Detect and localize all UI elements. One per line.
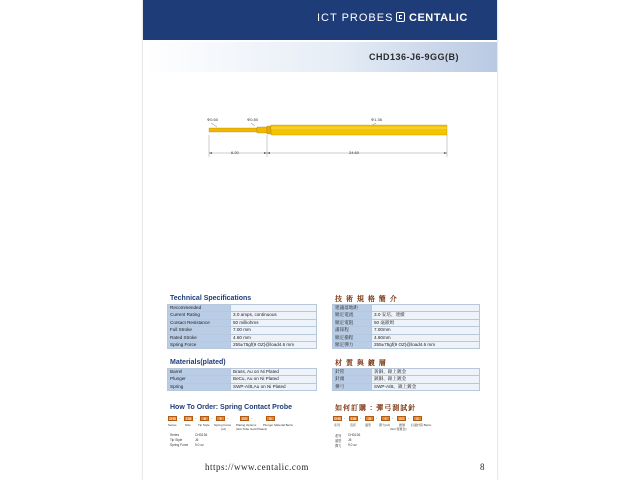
table-row	[168, 369, 317, 376]
note-key: 頭型	[335, 439, 342, 443]
header-bar	[143, 0, 497, 40]
spec-value	[372, 305, 480, 312]
table-row	[333, 383, 480, 390]
order-box-plunger: B	[413, 416, 422, 421]
table-row	[168, 342, 317, 349]
material-key: Spring	[168, 383, 231, 390]
material-key: Plunger	[168, 376, 231, 383]
tech-specs-zh-title: 技 術 規 格 簡 介	[335, 296, 398, 303]
spec-value: 255±75gf(9 OZ)@load4.6 mm	[231, 342, 317, 349]
table-row	[333, 305, 480, 312]
model-bar	[143, 42, 497, 72]
page-number: 8	[480, 462, 485, 472]
materials-zh-table	[332, 368, 480, 391]
spec-value: 3.0 安培、連續	[372, 312, 480, 319]
barrel-diameter-label: Φ1.36	[371, 117, 382, 122]
order-label: 頭型	[365, 423, 372, 427]
barrel	[271, 125, 447, 135]
table-row	[168, 327, 317, 334]
table-row	[168, 334, 317, 341]
table-row	[168, 376, 317, 383]
note-key: 彈力	[335, 444, 342, 448]
materials-zh-title: 材 質 與 鍍 層	[335, 360, 387, 367]
spec-value: 7.00mm	[372, 327, 480, 334]
spec-key: Current Rating	[168, 312, 231, 319]
spec-key: Rated Stroke	[168, 334, 231, 341]
order-label: Spring Force	[214, 423, 232, 427]
material-value: BeCu, Au on Ni Plated	[231, 376, 317, 383]
order-sublabel: (GG:管鍍金)	[390, 427, 407, 431]
spec-value	[231, 305, 317, 312]
tech-specs-table	[167, 304, 317, 349]
order-box-force: 9	[381, 416, 390, 421]
material-key: Barrel	[168, 369, 231, 376]
note-value: 9.0 oz	[195, 443, 204, 447]
tech-specs-title: Technical Specifications	[170, 295, 252, 302]
table-row	[168, 312, 317, 319]
material-value: SWP-A/B、鎳上鍍金	[372, 383, 480, 390]
order-sublabel: (GG:Tube Gold Plated)	[236, 427, 267, 431]
spec-value: 7.00 mm	[231, 327, 317, 334]
spec-value: 3.0 amps, continuous	[231, 312, 317, 319]
order-box-plunger: B	[266, 416, 275, 421]
order-box-size: 136	[185, 417, 192, 421]
order-box-force: 9	[216, 416, 225, 421]
order-label: 鍍層	[399, 423, 406, 427]
material-value: 鈹銅、鎳上鍍金	[372, 376, 480, 383]
table-row	[168, 305, 317, 312]
order-zh-title: 如何訂購 : 彈弓測試針	[335, 405, 417, 412]
note-value: CHD136	[348, 433, 361, 437]
dim-right-label: 24.60	[349, 150, 360, 155]
probe-drawing	[201, 105, 461, 167]
order-title: How To Order: Spring Contact Probe	[170, 404, 292, 411]
table-row	[333, 327, 480, 334]
note-value: CHD136	[195, 433, 208, 437]
catalog-page: ICT PROBES CENTALIC CHD136-J6-9GG(B) Φ0.60 Φ0.80 Φ1.36 6.20 24.60 Technical Specifications Recommended Current Rating 3.0 amps, continuous Contact Resistance 50 milliohms Full Stroke 7.00 mm Rated Stroke 4.60 mm Spring Force 255±75gf(9 OZ)@load4.6 mm 技 術 規 格 簡 介 建議落地距 額定電流 3.0 安培、連續 額定電阻 50 毫歐姆 滿探程 7.00mm 額定衝程 4.60mm 額定彈力 255±75gf(9 OZ)@load4.6 mm Materials(plated) Barrel Brass, Au on Ni Plated Plunger BeCu, Au on Ni Plated Spring SWP-A/B,Au on Ni Plated 材 質 與 鍍 層 針管 黃銅、鎳上鍍金 針頭 鈹銅、鎳上鍍金 彈弓 SWP-A/B、鎳上鍍金 How To Order: Spring Contact Probe CHD - 136 - J6 - 9 - GG - B Series Size Tip Style Spring Force Plating Options Plunger Material BeCu (oz) (GG:Tube Gold Plated) Series CHD136 Tip Style J6 Spring Force 9.0 oz 如何訂購 : 彈弓測試針 CHD - 136 - J6 - 9 - GG - B 系列 直徑 頭型 彈力(oz) 鍍層 針頭材質:BeCu (GG:管鍍金) 系列 CHD136 頭型 J6 彈力 9.0 oz	[143, 0, 497, 480]
order-label: 彈力(oz)	[379, 423, 391, 427]
spec-value: 50 milliohms	[231, 319, 317, 326]
order-label: 針頭材質:BeCu	[411, 423, 432, 427]
material-value: SWP-A/B,Au on Ni Plated	[231, 383, 317, 390]
spec-value: 255±75gf(9 OZ)@load4.6 mm	[372, 342, 480, 349]
note-key: Tip Style	[170, 438, 183, 442]
spec-key: Recommended	[168, 305, 231, 312]
website-url[interactable]: https://www.centalic.com	[205, 462, 309, 472]
probe-svg	[201, 105, 461, 167]
order-box-plating: GG	[240, 416, 249, 421]
table-row	[333, 342, 480, 349]
note-key: 系列	[335, 434, 342, 438]
material-key: 彈弓	[333, 383, 372, 390]
order-box-tip: J6	[365, 416, 374, 421]
order-box-size: 136	[350, 417, 357, 421]
material-value: Brass, Au on Ni Plated	[231, 369, 317, 376]
material-value: 黃銅、鎳上鍍金	[372, 369, 480, 376]
spec-key: 滿探程	[333, 327, 372, 334]
spec-key: 額定彈力	[333, 342, 372, 349]
materials-title: Materials(plated)	[170, 359, 226, 366]
materials-table	[167, 368, 317, 391]
spec-key: 額定衝程	[333, 334, 372, 341]
dim-left-label: 6.20	[231, 150, 239, 155]
spec-key: 額定電流	[333, 312, 372, 319]
material-key: 針管	[333, 369, 372, 376]
order-box-series: CHD	[169, 417, 176, 421]
header-title: ICT PROBES	[317, 12, 394, 24]
tip-diameter-label: Φ0.60	[207, 117, 218, 122]
spec-value: 50 毫歐姆	[372, 319, 480, 326]
note-value: J6	[348, 438, 352, 442]
order-label: 系列	[334, 423, 341, 427]
spec-key: Contact Resistance	[168, 319, 231, 326]
note-value: 9.0 oz	[348, 443, 357, 447]
spec-key: 建議落地距	[333, 305, 372, 312]
plunger-tip	[209, 128, 257, 132]
mid-diameter-label: Φ0.80	[247, 117, 258, 122]
order-box-series: CHD	[334, 417, 341, 421]
order-sublabel: (oz)	[221, 427, 227, 431]
table-row	[333, 369, 480, 376]
spec-value: 4.60mm	[372, 334, 480, 341]
order-label: Size	[185, 423, 191, 427]
plunger-body	[257, 127, 267, 133]
order-box-plating: GG	[397, 416, 406, 421]
centalic-logo-icon	[396, 12, 405, 22]
model-number: CHD136-J6-9GG(B)	[368, 52, 459, 62]
order-label: Tip Style	[198, 423, 210, 427]
table-row	[333, 312, 480, 319]
tech-specs-zh-table	[332, 304, 480, 349]
table-row	[333, 376, 480, 383]
table-row	[333, 334, 480, 341]
collar	[267, 126, 271, 134]
order-box-tip: J6	[200, 416, 209, 421]
note-key: Spring Force	[170, 443, 189, 447]
note-value: J6	[195, 438, 199, 442]
note-key: Series	[170, 433, 180, 437]
brand-name: CENTALIC	[409, 12, 468, 24]
spec-value: 4.60 mm	[231, 334, 317, 341]
order-label: Series	[168, 423, 177, 427]
material-key: 針頭	[333, 376, 372, 383]
spec-key: Full Stroke	[168, 327, 231, 334]
spec-key: 額定電阻	[333, 319, 372, 326]
order-label: 直徑	[350, 423, 357, 427]
table-row	[168, 319, 317, 326]
table-row	[333, 319, 480, 326]
table-row	[168, 383, 317, 390]
spec-key: Spring Force	[168, 342, 231, 349]
order-label: Plating Options	[236, 423, 257, 427]
order-label: Plunger Material BeCu	[263, 423, 294, 427]
